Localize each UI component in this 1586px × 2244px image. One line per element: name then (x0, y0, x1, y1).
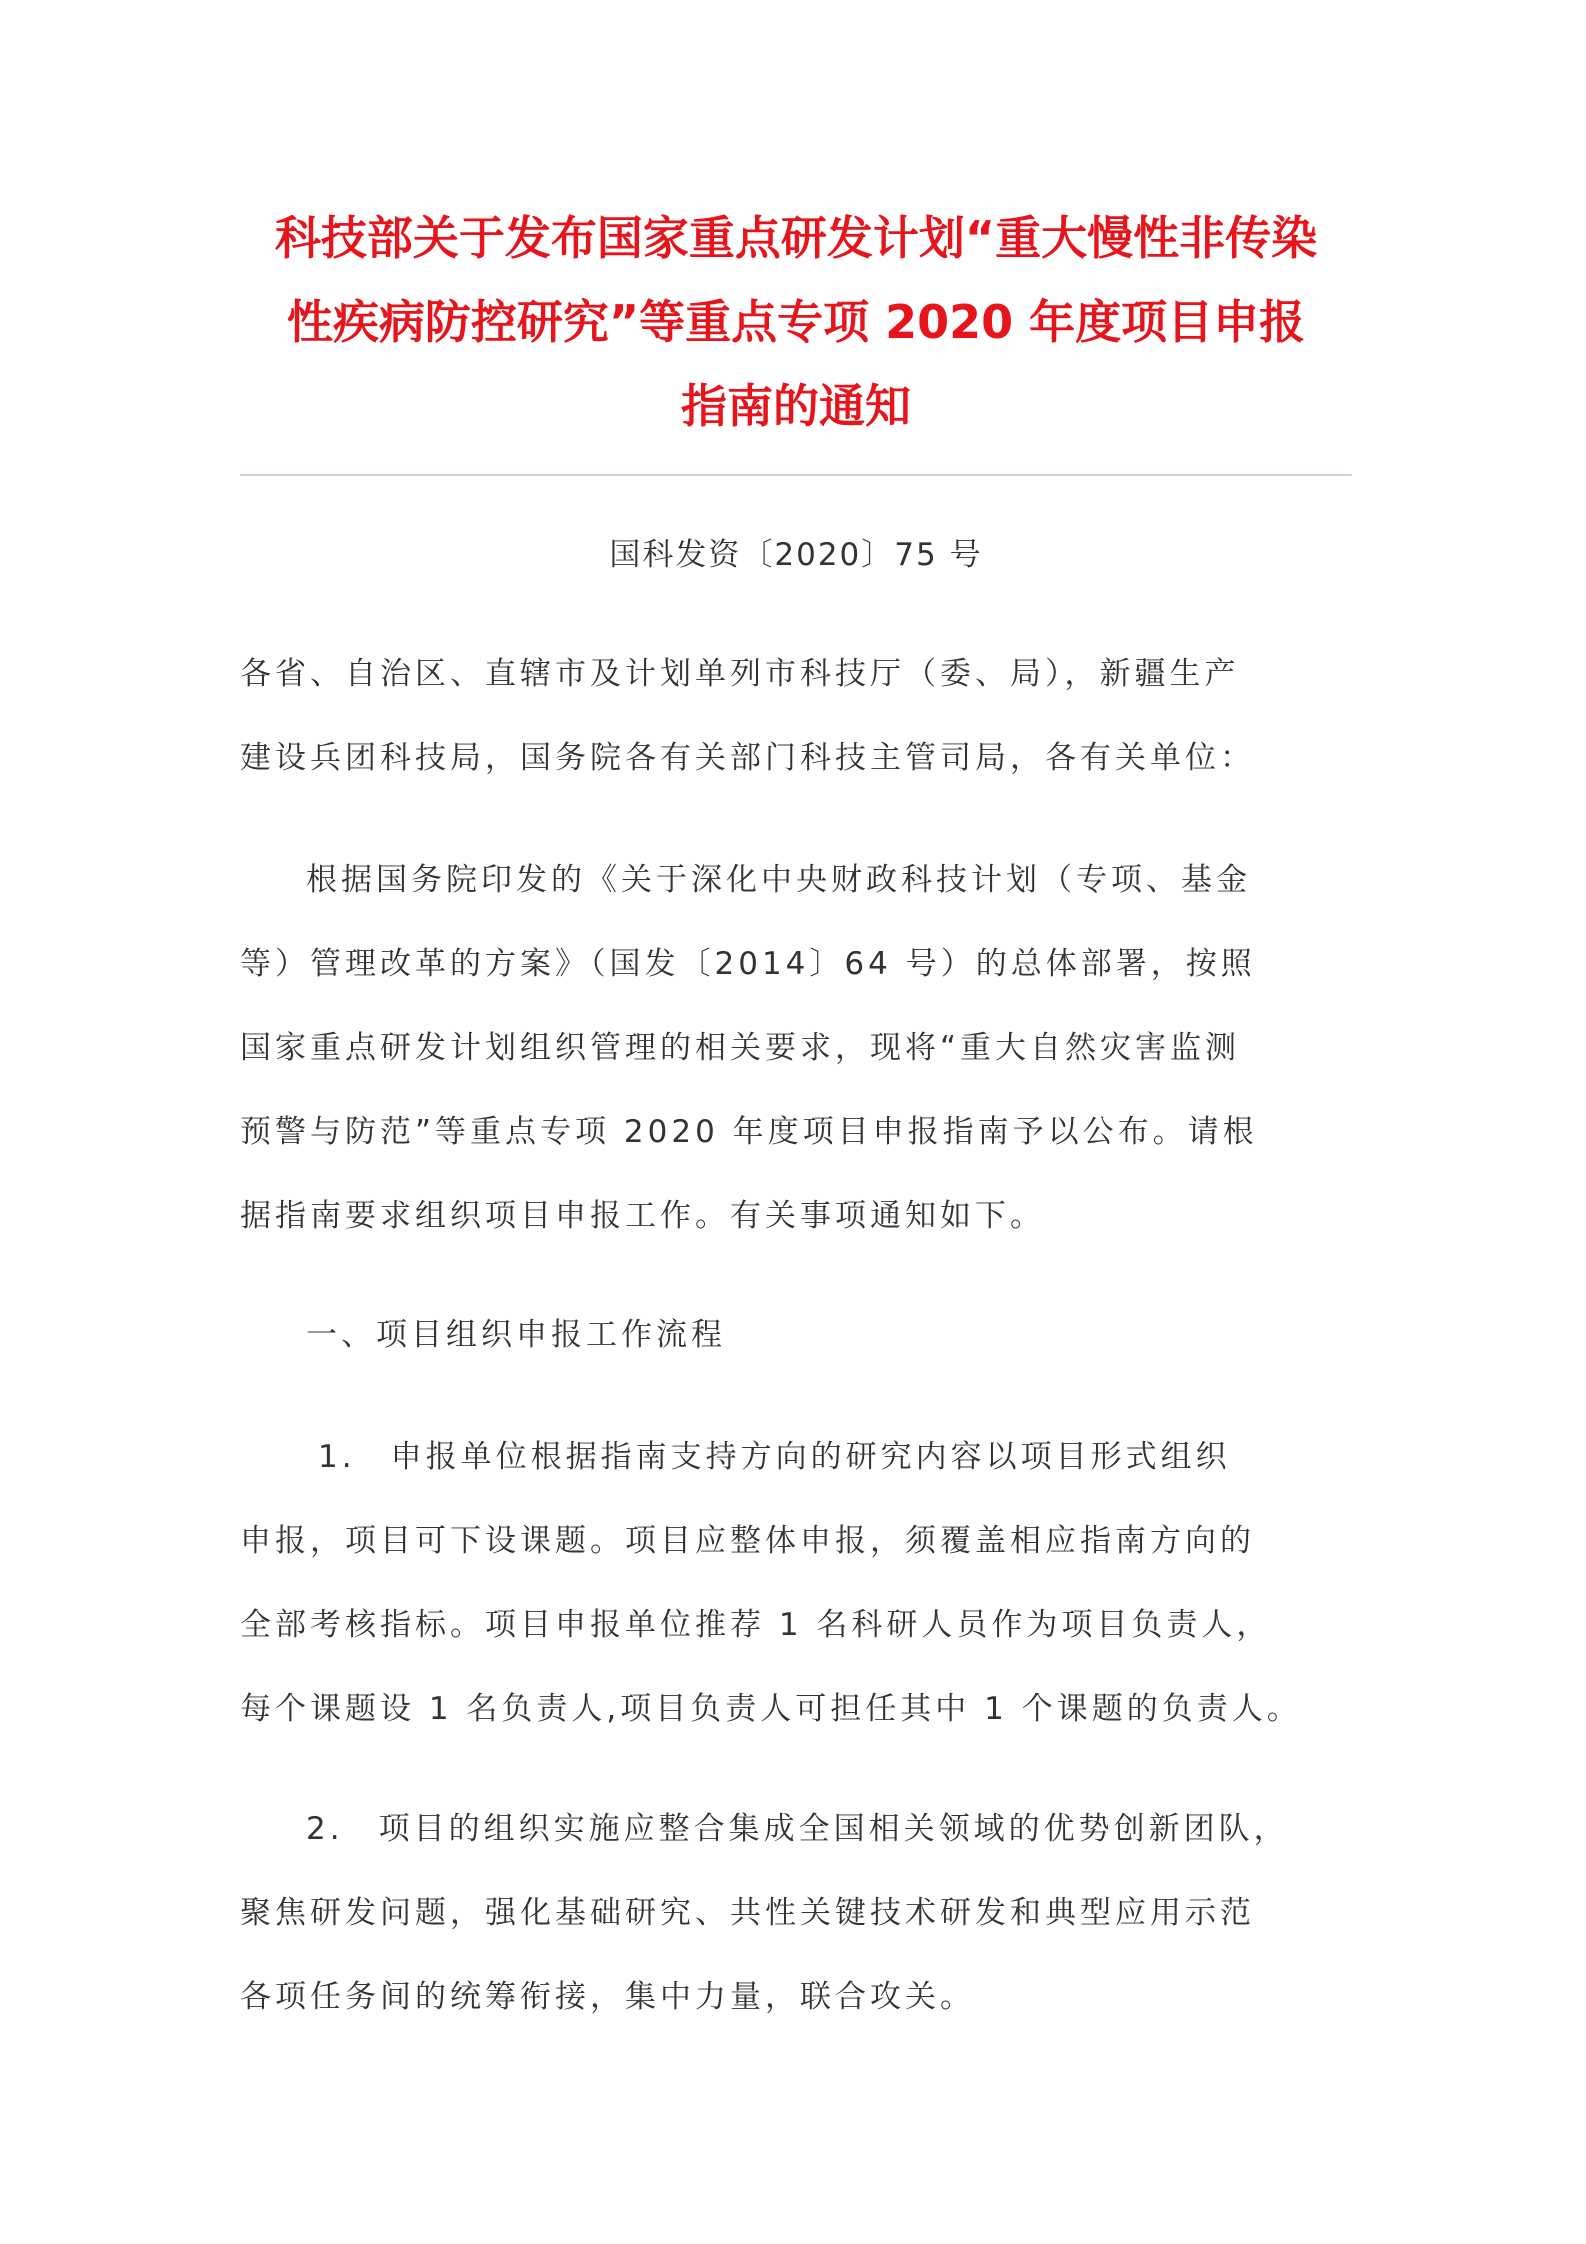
title-line-1: 科技部关于发布国家重点研发计划“重大慢性非传染 (274, 211, 1318, 265)
item-1-paragraph (240, 1415, 1352, 1751)
intro-line-1: 根据国务院印发的《关于深化中央财政科技计划（专项、基金 (306, 862, 1251, 898)
item-1-line-2: 申报，项目可下设课题。项目应整体申报，须覆盖相应指南方向的 (240, 1523, 1255, 1559)
item-2-paragraph (240, 1787, 1352, 2039)
item-2-line-2: 聚焦研发问题，强化基础研究、共性关键技术研发和典型应用示范 (240, 1895, 1255, 1931)
intro-line-5: 据指南要求组织项目申报工作。有关事项通知如下。 (240, 1198, 1045, 1234)
addressee-line-2: 建设兵团科技局，国务院各有关部门科技主管司局，各有关单位： (240, 740, 1255, 776)
title-line-2: 性疾病防控研究”等重点专项 2020 年度项目申报 (286, 295, 1306, 349)
section-1-heading: 一、项目组织申报工作流程 (306, 1317, 726, 1353)
document-number: 国科发资〔2020〕75 号 (609, 537, 983, 573)
intro-line-3: 国家重点研发计划组织管理的相关要求，现将“重大自然灾害监测 (240, 1030, 1241, 1066)
intro-line-4: 预警与防范”等重点专项 2020 年度项目申报指南予以公布。请根 (240, 1114, 1258, 1150)
intro-paragraph (240, 838, 1352, 1258)
intro-line-2: 等）管理改革的方案》（国发〔2014〕64 号）的总体部署，按照 (240, 946, 1256, 982)
item-1-line-3: 全部考核指标。项目申报单位推荐 1 名科研人员作为项目负责人， (240, 1607, 1272, 1643)
item-2-line-1: 2. 项目的组织实施应整合集成全国相关领域的优势创新团队， (306, 1811, 1289, 1847)
title-line-3: 指南的通知 (681, 379, 911, 433)
document-title (236, 196, 1356, 448)
item-2-line-3: 各项任务间的统筹衔接，集中力量，联合攻关。 (240, 1979, 975, 2015)
title-divider (240, 474, 1352, 476)
item-1-line-4: 每个课题设 1 名负责人,项目负责人可担任其中 1 个课题的负责人。 (240, 1691, 1302, 1727)
item-1-line-1: 1. 申报单位根据指南支持方向的研究内容以项目形式组织 (318, 1439, 1231, 1475)
addressee-line-1: 各省、自治区、直辖市及计划单列市科技厅（委、局），新疆生产 (240, 656, 1240, 692)
section-heading (240, 1293, 1352, 1377)
addressee-paragraph (240, 632, 1352, 800)
